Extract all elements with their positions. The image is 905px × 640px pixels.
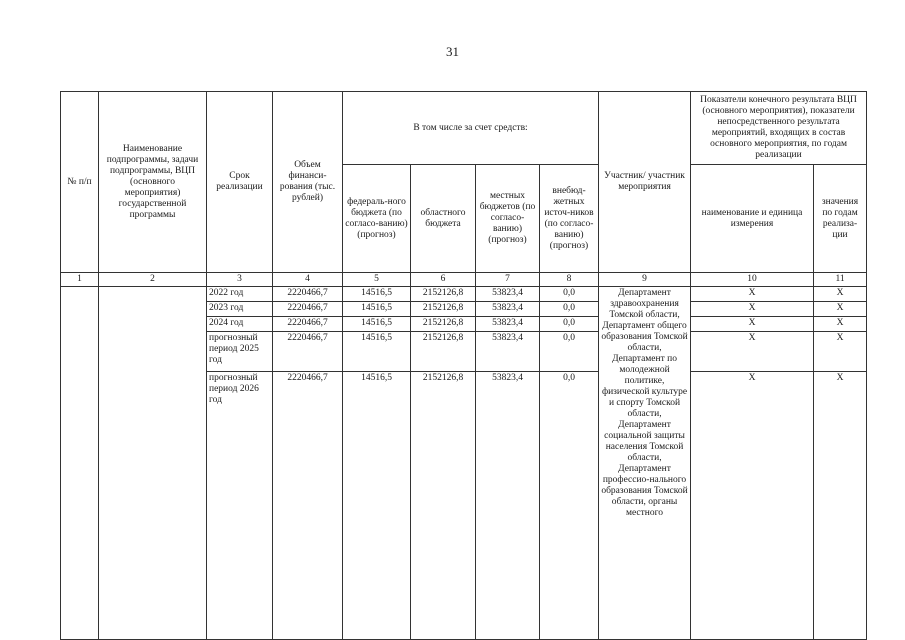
column-number: 11: [814, 273, 867, 287]
cell-ind-value: Х: [814, 317, 867, 332]
cell-name: [99, 287, 207, 640]
column-number: 1: [61, 273, 99, 287]
column-number: 5: [343, 273, 411, 287]
column-number: 9: [599, 273, 691, 287]
header-num: № п/п: [61, 92, 99, 273]
cell-period: 2024 год: [207, 317, 273, 332]
cell-regional: 2152126,8: [411, 332, 476, 372]
column-number: 4: [273, 273, 343, 287]
cell-regional: 2152126,8: [411, 317, 476, 332]
cell-offbudget: 0,0: [540, 287, 599, 302]
cell-local: 53823,4: [476, 332, 540, 372]
column-number: 6: [411, 273, 476, 287]
cell-period: 2022 год: [207, 287, 273, 302]
cell-regional: 2152126,8: [411, 287, 476, 302]
cell-local: 53823,4: [476, 317, 540, 332]
cell-ind-name: Х: [691, 332, 814, 372]
budget-table: [60, 91, 867, 640]
cell-regional: 2152126,8: [411, 372, 476, 640]
header-including: В том числе за счет средств:: [343, 92, 599, 165]
header-term: Срок реализации: [207, 92, 273, 273]
column-number: 3: [207, 273, 273, 287]
column-number: 10: [691, 273, 814, 287]
header-regional: областного бюджета: [411, 165, 476, 273]
column-number-row: [61, 273, 867, 287]
header-local: местных бюджетов (по согласо-ванию) (прогноз): [476, 165, 540, 273]
cell-federal: 14516,5: [343, 372, 411, 640]
cell-federal: 14516,5: [343, 317, 411, 332]
cell-offbudget: 0,0: [540, 332, 599, 372]
cell-ind-name: Х: [691, 302, 814, 317]
cell-ind-value: Х: [814, 287, 867, 302]
cell-ind-name: Х: [691, 372, 814, 640]
cell-local: 53823,4: [476, 302, 540, 317]
header-volume: Объем финанси-рования (тыс. рублей): [273, 92, 343, 273]
cell-volume: 2220466,7: [273, 317, 343, 332]
header-federal: федераль-ного бюджета (по согласо-ванию) (прогноз): [343, 165, 411, 273]
cell-ind-name: Х: [691, 317, 814, 332]
cell-local: 53823,4: [476, 372, 540, 640]
column-number: 2: [99, 273, 207, 287]
cell-volume: 2220466,7: [273, 302, 343, 317]
cell-period: прогнозный период 2026 год: [207, 372, 273, 640]
header-ind-values: значения по годам реализа-ции: [814, 165, 867, 273]
header-indicators: Показатели конечного результата ВЦП (основного мероприятия), показатели непосредственного результата мероприятий, входящих в состав основного мероприятия, по годам реализации: [691, 92, 867, 165]
page-number: 31: [446, 44, 459, 59]
cell-volume: 2220466,7: [273, 372, 343, 640]
cell-regional: 2152126,8: [411, 302, 476, 317]
cell-local: 53823,4: [476, 287, 540, 302]
cell-federal: 14516,5: [343, 302, 411, 317]
column-number: 7: [476, 273, 540, 287]
cell-ind-value: Х: [814, 302, 867, 317]
cell-period: прогнозный период 2025 год: [207, 332, 273, 372]
header-ind-name: наименование и единица измерения: [691, 165, 814, 273]
column-number: 8: [540, 273, 599, 287]
cell-ind-value: Х: [814, 372, 867, 640]
table-row: [61, 287, 867, 302]
cell-ind-value: Х: [814, 332, 867, 372]
cell-offbudget: 0,0: [540, 317, 599, 332]
cell-federal: 14516,5: [343, 287, 411, 302]
cell-federal: 14516,5: [343, 332, 411, 372]
header-participant: Участник/ участник мероприятия: [599, 92, 691, 273]
header-offbudget: внебюд-жетных источ-ников (по согласо-ванию) (прогноз): [540, 165, 599, 273]
cell-num: [61, 287, 99, 640]
cell-offbudget: 0,0: [540, 302, 599, 317]
cell-offbudget: 0,0: [540, 372, 599, 640]
cell-volume: 2220466,7: [273, 287, 343, 302]
cell-period: 2023 год: [207, 302, 273, 317]
cell-participant: Департамент здравоохранения Томской области, Департамент общего образования Томской области, Департамент по молодежной политике, физической культуре и спорту Томской области, Департамент социальной защиты населения Томской области, Департамент профессио-нального образования Томской области, органы местного: [599, 287, 691, 640]
cell-ind-name: Х: [691, 287, 814, 302]
header-name: Наименование подпрограммы, задачи подпрограммы, ВЦП (основного мероприятия) государственной программы: [99, 92, 207, 273]
cell-volume: 2220466,7: [273, 332, 343, 372]
